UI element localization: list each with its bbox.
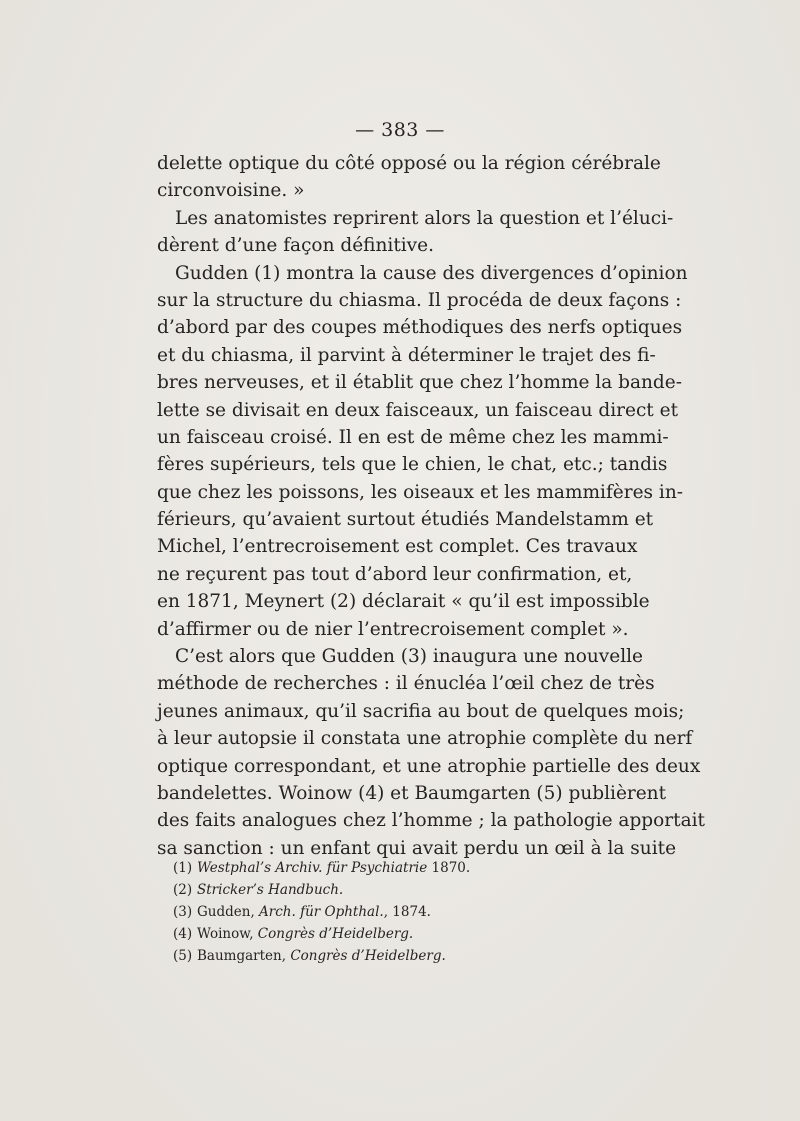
- footnote-author: Gudden: [197, 904, 251, 920]
- footnote: [173, 945, 613, 967]
- footnotes: [173, 857, 613, 967]
- text-line: lette se divisait en deux faisceaux, un faisceau direct et: [157, 399, 679, 421]
- text-line: et du chiasma, il parvint à déterminer le trajet des fi-: [157, 344, 656, 366]
- footnote: [173, 857, 613, 879]
- footnote: [173, 879, 613, 901]
- text-line: bandelettes. Woinow (4) et Baumgarten (5) publièrent: [157, 782, 667, 804]
- text-line: d’affirmer ou de nier l’entrecroisement complet ».: [157, 618, 629, 640]
- page-number: — 383 —: [355, 119, 445, 141]
- footnote: [173, 901, 613, 923]
- footnote-number: (2): [173, 882, 193, 898]
- footnote-number: (5): [173, 948, 193, 964]
- footnote-number: (1): [173, 860, 193, 876]
- footnote-work: Westphal’s Archiv. für Psychiatrie: [197, 860, 428, 876]
- body-text: [157, 150, 705, 862]
- text-line: fères supérieurs, tels que le chien, le chat, etc.; tandis: [157, 454, 668, 476]
- text-line: des faits analogues chez l’homme ; la pathologie apportait: [157, 810, 705, 832]
- footnote-work: Stricker’s Handbuch.: [197, 882, 344, 898]
- footnote-detail: , 1874.: [383, 904, 431, 920]
- text-line: delette optique du côté opposé ou la région cérébrale: [157, 153, 661, 174]
- footnote-separator: ,: [249, 926, 258, 942]
- footnote-separator: ,: [250, 904, 260, 920]
- text-line: bres nerveuses, et il établit que chez l’homme la bande-: [157, 372, 682, 394]
- text-line: circonvoisine. »: [157, 180, 305, 202]
- text-line: Gudden (1) montra la cause des divergences d’opinion: [175, 262, 688, 284]
- footnote-author: Baumgarten: [197, 948, 282, 964]
- text-line: Les anatomistes reprirent alors la question et l’éluci-: [175, 207, 674, 229]
- footnote-work: Congrès d’Heidelberg.: [290, 948, 446, 964]
- footnote-separator: ,: [281, 948, 291, 964]
- footnote-number: (3): [173, 904, 193, 920]
- footnote-author: Woinow: [197, 926, 250, 942]
- text-line: Michel, l’entrecroisement est complet. Ces travaux: [157, 536, 638, 558]
- text-line: méthode de recherches : il énucléa l’œil chez de très: [157, 673, 655, 695]
- text-line: un faisceau croisé. Il en est de même chez les mammi-: [157, 426, 669, 448]
- text-line: ne reçurent pas tout d’abord leur confirmation, et,: [157, 563, 633, 585]
- footnote-work: Arch. für Ophthal.: [259, 904, 384, 920]
- footnote-work: Congrès d’Heidelberg.: [257, 926, 414, 942]
- text-line: optique correspondant, et une atrophie partielle des deux: [157, 755, 701, 777]
- text-line: férieurs, qu’avaient surtout étudiés Mandelstamm et: [157, 509, 654, 531]
- footnote: [173, 923, 613, 945]
- text-line: à leur autopsie il constata une atrophie complète du nerf: [157, 728, 693, 750]
- footnote-number: (4): [173, 926, 193, 942]
- footnote-detail: 1870.: [427, 860, 471, 876]
- text-line: en 1871, Meynert (2) déclarait « qu’il est impossible: [157, 591, 650, 613]
- text-line: dèrent d’une façon définitive.: [157, 235, 434, 257]
- text-line: jeunes animaux, qu’il sacrifia au bout de quelques mois;: [157, 700, 685, 722]
- text-line: d’abord par des coupes méthodiques des nerfs optiques: [157, 317, 683, 339]
- text-line: C’est alors que Gudden (3) inaugura une nouvelle: [175, 646, 643, 668]
- text-line: que chez les poissons, les oiseaux et les mammifères in-: [157, 481, 683, 503]
- text-line: sur la structure du chiasma. Il procéda de deux façons :: [157, 289, 682, 311]
- text-line: sa sanction : un enfant qui avait perdu un œil à la suite: [157, 837, 677, 859]
